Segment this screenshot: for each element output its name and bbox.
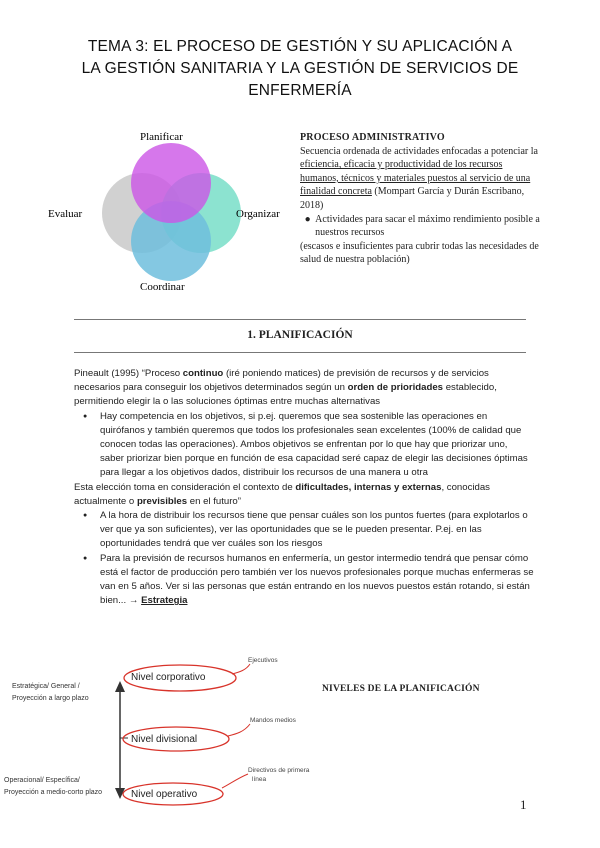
paragraph-definition [74, 367, 534, 410]
paragraph-context [74, 481, 534, 509]
planificacion-body [74, 367, 534, 608]
label-estrategica: Estratégica/ General / [12, 683, 80, 690]
text-run: (iré poniendo matices) de previsión de recursos y de servicios necesarios para conseguir los objetivos determinados según un [74, 368, 489, 394]
definition-text: Secuencia ordenada de actividades enfocadas a potenciar la [300, 145, 538, 157]
label-largo-plazo: Proyección a largo plazo [12, 695, 89, 702]
niveles-diagram [0, 650, 320, 810]
circle-planificar [131, 143, 211, 223]
annotation-primera-1: Directivos de primera [248, 767, 310, 774]
label-coordinar: Coordinar [140, 281, 185, 293]
proceso-heading: PROCESO ADMINISTRATIVO [300, 132, 445, 143]
text-run: Pineault (1995) “Proceso [74, 368, 183, 379]
title-line-1: TEMA 3: EL PROCESO DE GESTIÓN Y SU APLICACIÓN A [87, 38, 513, 55]
label-operacional: Operacional/ Específica/ [4, 777, 80, 784]
definition-citation: (Mompart García y Durán Escribano, 2018) [300, 186, 525, 211]
label-evaluar: Evaluar [48, 208, 83, 220]
estrategia-link: Estrategia [141, 595, 188, 607]
label-planificar: Planificar [140, 131, 183, 143]
nivel-divisional: Nivel divisional [131, 734, 198, 745]
bold-dificultades: dificultades, internas y externas [295, 481, 442, 493]
nivel-corporativo: Nivel corporativo [131, 672, 206, 683]
label-medio-plazo: Proyección a medio-corto plazo [4, 789, 103, 796]
connector-ejecutivos [232, 664, 250, 674]
divider-top [74, 319, 526, 320]
arrow-up-icon [115, 681, 125, 692]
bullet-dot-icon: ● [304, 213, 311, 225]
text-run: , conocidas actualmente o [74, 481, 490, 507]
bold-prioridades: orden de prioridades [347, 382, 444, 394]
text-run: establecido, permitiendo elegir la o las soluciones óptimas entre muchas alternativas [74, 382, 497, 408]
page-number: 1 [520, 797, 527, 812]
bold-previsibles: previsibles [136, 495, 188, 507]
annotation-primera-2: línea [252, 776, 267, 783]
management-cycle-diagram [40, 125, 300, 295]
list-item [100, 552, 534, 609]
proceso-bullet [300, 213, 540, 240]
bullet-list-2 [74, 509, 534, 608]
label-organizar: Organizar [236, 208, 280, 220]
niveles-title: NIVELES DE LA PLANIFICACIÓN [322, 684, 480, 694]
list-item: ● A la hora de distribuir los recursos tiene que pensar cuáles son los puntos fuertes (para explotarlos o ver que ya son suficientes), ver las oportunidades que se le pueden presentar. P.ej. en las oportunidades tendrá que ver cuáles son los riesgos [100, 509, 534, 552]
proceso-bullet-text: Actividades para sacar el máximo rendimiento posible a nuestros recursos [315, 213, 540, 239]
text-run: en el futuro” [187, 495, 241, 507]
annotation-mandos: Mandos medios [250, 717, 296, 724]
nivel-operativo: Nivel operativo [131, 789, 198, 800]
proceso-definition [300, 145, 540, 213]
arrow-right-icon: → [128, 595, 139, 607]
page-title [40, 36, 560, 102]
bold-continuo: continuo [182, 368, 224, 379]
bullet-list-1 [74, 410, 534, 481]
list-item-text: Para la previsión de recursos humanos en enfermería, un gestor intermedio tendrá que pensar cómo está el factor de producción pero también ver los nuevos profesionales porque muchas enfermeras se van en 5 años. Ver si las personas que están entrando en los nuevos puestos están rotando, si están bien... [100, 552, 534, 607]
connector-primera-linea [222, 774, 248, 788]
list-item: ● Hay competencia en los objetivos, si p.ej. queremos que sea sostenible las operaciones en quirófanos y también queremos que todos los profesionales sean excelentes (100% de calidad que conocen todas las operaciones). Ambos objetivos se enfrentan por lo que hay que priorizar uno, saber priorizar bien porque en función de esa capacidad seré capaz de elegir las decisiones óptimas para llegar a los objetivos dados, distribuir los recursos de una manera u otra [100, 410, 534, 481]
title-line-3: ENFERMERÍA [248, 82, 352, 99]
title-line-2: LA GESTIÓN SANITARIA Y LA GESTIÓN DE SERVICIOS DE [81, 60, 519, 77]
proceso-bullet-continuation: (escasos e insuficientes para cubrir todas las necesidades de salud de nuestra población) [300, 240, 539, 266]
connector-mandos [228, 724, 250, 736]
annotation-ejecutivos: Ejecutivos [248, 657, 278, 664]
text-run: Esta elección toma en consideración el contexto de [74, 481, 296, 493]
divider-bottom [74, 352, 526, 353]
section-title: 1. PLANIFICACIÓN [247, 329, 353, 341]
definition-underlined: eficiencia, eficacia y productividad de los recursos humanos, técnicos y materiales puestos al servicio de una finalidad concreta [300, 159, 531, 198]
proceso-administrativo [300, 131, 540, 267]
